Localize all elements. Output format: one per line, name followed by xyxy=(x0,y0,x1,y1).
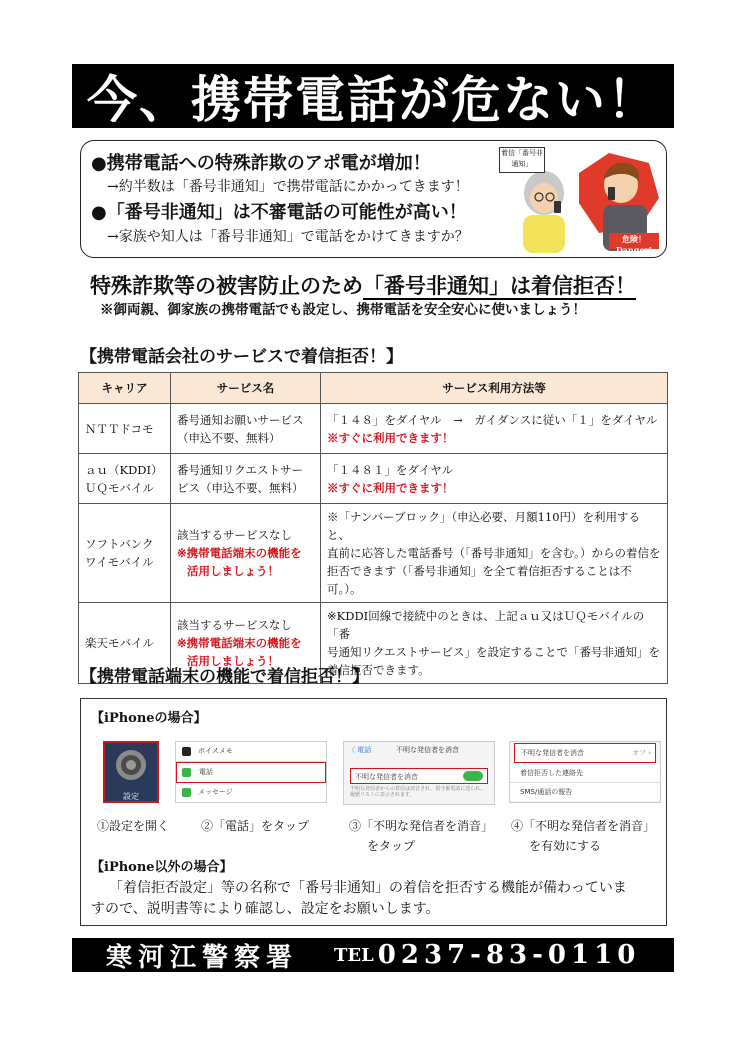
service-cell: 番号通知リクエストサー ビス（申込不要、無料） xyxy=(171,454,321,504)
warning-line-1: ●携帯電話への特殊詐欺のアポ電が増加！ xyxy=(91,153,431,174)
table-row xyxy=(79,454,668,504)
tel-number: 0237-83-0110 xyxy=(377,940,641,970)
back-link: 〈 電話 xyxy=(348,746,372,754)
carrier-service-table xyxy=(78,372,668,684)
police-station-name: 寒河江警察署 xyxy=(106,942,299,973)
silence-row: 不明な発信者を消音 xyxy=(350,768,488,784)
warning-box xyxy=(80,140,667,258)
usage-cell: ※「ナンバーブロック」（申込必要、月額110円）を利用すると、 直前に応答した電話番号（「番号非通知」を含む。）からの着信を 拒否できます（「番号非通知」を全て着信拒否することは不可。）。 xyxy=(321,504,668,603)
phone-menu-shot xyxy=(175,741,327,803)
shot3-title: 不明な発信者を消音 xyxy=(396,746,459,754)
menu-item-silence: 不明な発信者を消音 オフ › xyxy=(514,743,656,763)
section-carrier-title: 【携帯電話会社のサービスで着信拒否！】 xyxy=(80,347,403,367)
warning-sub-1: →約半数は「番号非通知」で携帯電話にかかってきます！ xyxy=(107,179,469,195)
table-row xyxy=(79,504,668,603)
settings-app-shot xyxy=(103,741,159,803)
caption-step-4b: を有効にする xyxy=(529,839,602,853)
usage-cell: ※KDDI回線で接続中のときは、上記ａｕ又はＵＱモバイルの「番 号通知リクエストサービス」を設定することで「番号非通知」を 着信拒否できます。 xyxy=(321,603,668,684)
caption-step-3: ③「不明な発信者を消音」 xyxy=(349,819,494,833)
menu-item-messages: メッセージ xyxy=(176,783,326,802)
usage-cell: 「１４８１」をダイヤル ※すぐに利用できます！ xyxy=(321,454,668,504)
usage-cell: 「１４８」をダイヤル → ガイダンスに従い「１」をダイヤル ※すぐに利用できます！ xyxy=(321,404,668,454)
messages-icon xyxy=(182,788,191,797)
menu-item-phone: 電話 xyxy=(176,762,326,783)
gear-icon xyxy=(105,743,157,787)
phone-icon xyxy=(182,768,191,777)
scam-call-illustration xyxy=(499,143,661,253)
headline-sub: ※御両親、御家族の携帯電話でも設定し、携帯電話を安全安心に使いましょう！ xyxy=(100,302,586,318)
caption-step-1: ①設定を開く xyxy=(97,819,170,833)
headline-underlined: 「番号非通知」は着信拒否！ xyxy=(363,274,636,298)
device-settings-box xyxy=(80,698,667,926)
silence-setting-shot xyxy=(509,741,661,803)
silence-toggle-shot xyxy=(343,741,495,805)
menu-item-blocked: 着信拒否した連絡先 xyxy=(510,764,660,783)
table-header-row xyxy=(79,373,668,404)
headline xyxy=(90,270,636,300)
other-line-1: 「着信拒否設定」等の名称で「番号非通知」の着信を拒否する機能が備わっていま xyxy=(109,880,627,896)
iphone-title: 【iPhoneの場合】 xyxy=(91,711,207,726)
carrier-cell: ａｕ（KDDI） ＵＱモバイル xyxy=(79,454,171,504)
footer-bar xyxy=(72,938,674,972)
caption-step-4: ④「不明な発信者を消音」 xyxy=(511,819,656,833)
caption-step-3b: をタップ xyxy=(367,839,416,853)
caption-step-2: ②「電話」をタップ xyxy=(201,819,310,833)
service-cell: 番号通知お願いサービス （申込不要、無料） xyxy=(171,404,321,454)
voice-memo-icon xyxy=(182,747,191,756)
service-cell: 該当するサービスなし ※携帯電話端末の機能を 活用しましょう！ xyxy=(171,603,321,684)
carrier-cell: ＮＴＴドコモ xyxy=(79,404,171,454)
headline-pre: 特殊詐欺等の被害防止のため xyxy=(90,274,363,298)
header-usage: サービス利用方法等 xyxy=(321,373,668,404)
settings-label: 設定 xyxy=(123,792,139,801)
menu-item-report: SMS/通話の報告 xyxy=(510,783,660,801)
other-title: 【iPhone以外の場合】 xyxy=(91,860,233,875)
warning-line-2: ●「番号非通知」は不審電話の可能性が高い！ xyxy=(91,202,467,223)
tel-label: TEL xyxy=(334,944,374,966)
menu-item-voice-memo: ボイスメモ xyxy=(176,742,326,762)
illustration-tag: 着信「番号非通知」 xyxy=(499,147,545,173)
page-title xyxy=(72,64,674,128)
table-row xyxy=(79,404,668,454)
header-service: サービス名 xyxy=(171,373,321,404)
other-line-2: すので、説明書等により確認し、設定をお願いします。 xyxy=(91,901,440,917)
service-cell: 該当するサービスなし ※携帯電話端末の機能を 活用しましょう！ xyxy=(171,504,321,603)
carrier-cell: 楽天モバイル xyxy=(79,603,171,684)
header-carrier: キャリア xyxy=(79,373,171,404)
illustration-danger: 危険！Danger! xyxy=(615,234,653,255)
warning-sub-2: →家族や知人は「番号非通知」で電話をかけてきますか？ xyxy=(107,229,469,245)
title-text: 今、携帯電話が危ない！ xyxy=(87,71,659,129)
section-device-title: 【携帯電話端末の機能で着信拒否！】 xyxy=(80,667,369,687)
carrier-cell: ソフトバンク ワイモバイル xyxy=(79,504,171,603)
toggle-switch xyxy=(463,771,483,781)
shot3-note: 不明な発信者からの着信は消音され、留守番電話に送られ、履歴リストに表示されます。 xyxy=(350,786,486,798)
